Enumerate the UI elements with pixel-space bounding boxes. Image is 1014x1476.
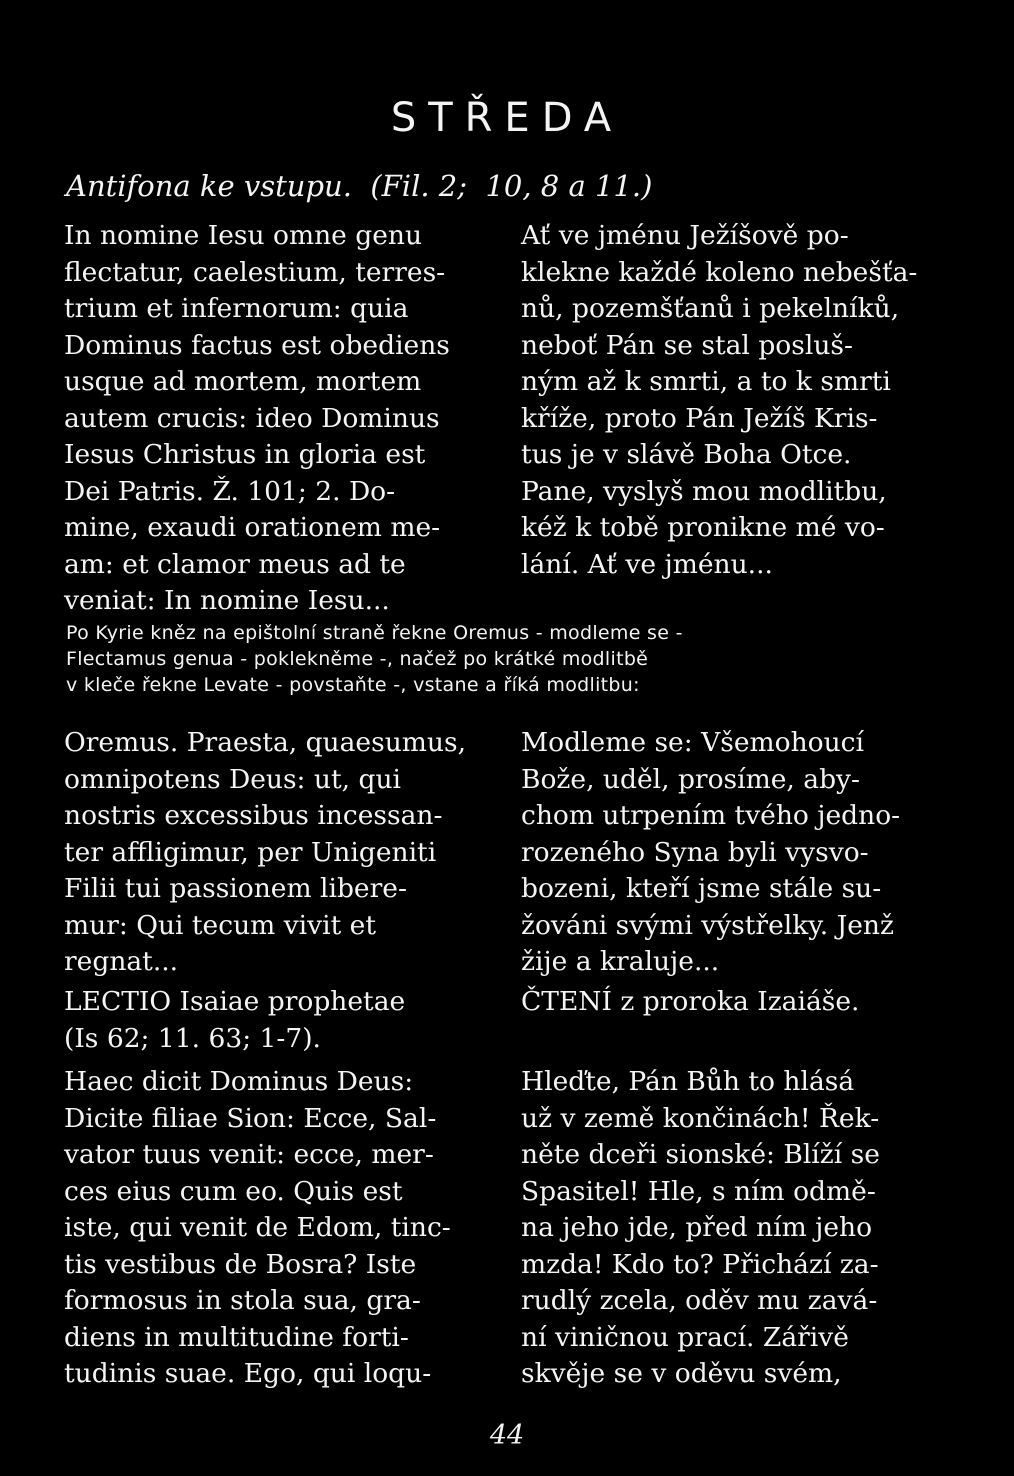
lesson-heading-czech: ČTENÍ z proroka Izaiáše. bbox=[521, 986, 860, 1017]
page-title: STŘEDA bbox=[390, 95, 624, 141]
lesson-latin: Haec dicit Dominus Deus: Dicite filiae Sion: Ecce, Sal- vator tuus venit: ecce, mer- ces eius cum eo. Quis est iste, qui venit de Edom, tinc- tis vestibus de Bosra? Iste formosus in stola sua, gra- diens in multitudine forti- tudinis suae. Ego, qui loqu- bbox=[64, 1066, 451, 1389]
page-number: 44 bbox=[489, 1420, 525, 1451]
lesson-heading-latin: LECTIO Isaiae prophetae (Is 62; 11. 63; 1-7). bbox=[64, 986, 406, 1054]
collect-latin: Oremus. Praesta, quaesumus, omnipotens Deus: ut, qui nostris excessibus incessan- ter affligimur, per Unigeniti Filii tui passionem libere- mur: Qui tecum vivit et regnat... bbox=[64, 727, 466, 977]
lesson-czech: Hleďte, Pán Bůh to hlásá už v země končinách! Řek- něte dceři sionské: Blíží se Spasitel! Hle, s ním odmě- na jeho jde, před ním jeho mzda! Kdo to? Přichází za- rudlý zcela, oděv mu zavá- ní viničnou prací. Zářivě skvěje se v oděvu svém, bbox=[521, 1066, 880, 1389]
introit-czech: Ať ve jménu Ježíšově po- klekne každé koleno nebešťa- nů, pozemšťanů i pekelníků, neboť Pán se stal posluš- ným až k smrti, a to k smrti kříže, proto Pán Ježíš Kris- tus je v slávě Boha Otce. Pane, vyslyš mou modlitbu, kéž k tobě pronikne mé vo- lání. Ať ve jménu... bbox=[521, 220, 918, 580]
rubric-instruction: Po Kyrie kněz na epištolní straně řekne Oremus - modleme se - Flectamus genua - poklekněme -, načež po krátké modlitbě v kleče řekne Levate - povstaňte -, vstane a říká modlitbu: bbox=[66, 622, 683, 696]
introit-latin: In nomine Iesu omne genu flectatur, caelestium, terres- trium et infernorum: quia Dominus factus est obediens usque ad mortem, mortem autem crucis: ideo Dominus Iesus Christus in gloria est Dei Patris. Ž. 101; 2. Do- mine, exaudi orationem me- am: et clamor meus ad te veniat: In nomine Iesu... bbox=[64, 220, 450, 616]
collect-czech: Modleme se: Všemohoucí Bože, uděl, prosíme, aby- chom utrpením tvého jedno- rozeného Syna byli vysvo- bozeni, kteří jsme stále su- žováni svými výstřelky. Jenž žije a kraluje... bbox=[521, 727, 901, 977]
antiphon-heading: Antifona ke vstupu. (Fil. 2; 10, 8 a 11.) bbox=[66, 169, 653, 203]
